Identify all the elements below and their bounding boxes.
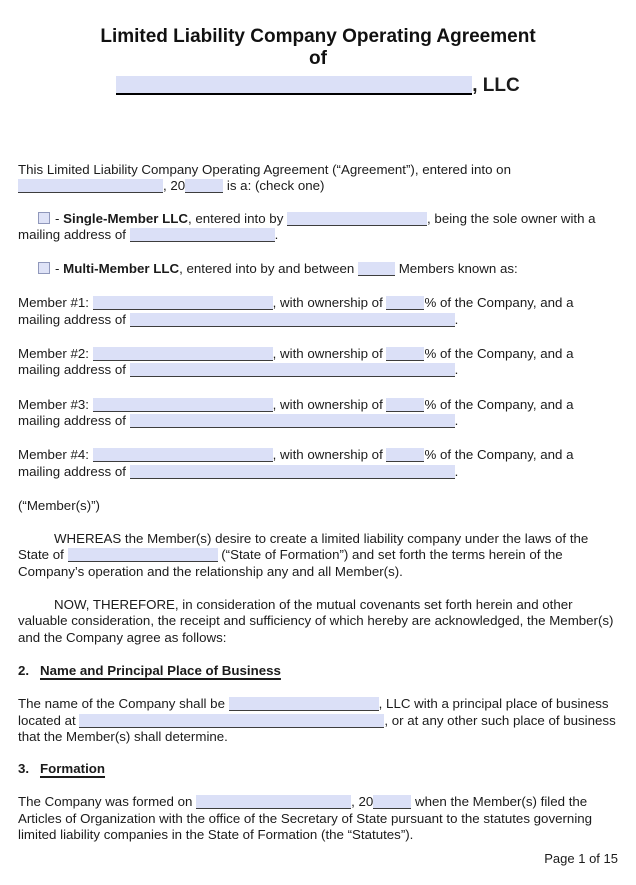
intro-text-check-one: is a: (check one) (223, 178, 325, 194)
state-of-formation-field[interactable] (68, 548, 218, 562)
single-member-checkbox[interactable] (38, 212, 50, 224)
member4-ownership-field[interactable] (386, 448, 424, 462)
document-title: Limited Liability Company Operating Agreement (100, 26, 536, 47)
single-member-text: , entered into by (187, 210, 288, 226)
option-dash: - (55, 261, 64, 277)
member2-name-field[interactable] (93, 347, 273, 361)
member3-name-field[interactable] (93, 398, 273, 412)
formation-year-field[interactable] (373, 795, 411, 809)
members-note: (“Member(s)”) (18, 497, 100, 513)
multi-member-label: Multi-Member LLC (63, 261, 180, 277)
member-ownership-text: , with ownership of (272, 447, 387, 463)
member-row (18, 447, 618, 480)
member-label: Member #2: (18, 346, 93, 362)
member-row (18, 295, 618, 328)
member-label: Member #4: (18, 447, 93, 463)
member-address-text: % of the Company, and a mailing address of (18, 447, 574, 479)
member2-address-field[interactable] (130, 363, 455, 377)
section3-text2: , 20 (351, 794, 374, 810)
single-member-period: . (274, 226, 279, 242)
now-therefore-paragraph: NOW, THEREFORE, in consideration of the mutual covenants set forth herein and other valuable consideration, the receipt and sufficiency of which hereby are acknowledged, the Member(s) and the Company agree as follows: (18, 597, 614, 645)
member-address-text: % of the Company, and a mailing address of (18, 346, 574, 378)
section2-text3: , or at any other such place of business that the Member(s) shall determine. (18, 712, 616, 744)
company-name-field[interactable] (229, 697, 379, 711)
member1-address-field[interactable] (130, 313, 455, 327)
member1-ownership-field[interactable] (386, 296, 424, 310)
section2-title: Name and Principal Place of Business (40, 662, 281, 678)
member2-ownership-field[interactable] (386, 347, 424, 361)
member-period: . (454, 412, 459, 428)
document-title-of: of (309, 48, 327, 69)
member-address-text: % of the Company, and a mailing address of (18, 295, 574, 327)
agreement-year-field[interactable] (185, 179, 223, 193)
company-name-title-field[interactable] (116, 76, 472, 95)
title-llc-suffix: , LLC (472, 75, 520, 96)
member-count-field[interactable] (358, 262, 395, 276)
section2-paragraph (18, 696, 618, 745)
member-address-text: % of the Company, and a mailing address of (18, 396, 574, 428)
member-label: Member #3: (18, 396, 93, 412)
agreement-date-field[interactable] (18, 179, 163, 193)
member-period: . (454, 463, 459, 479)
section2-number: 2. (18, 662, 30, 678)
multi-member-text2: Members known as: (395, 261, 518, 277)
member4-address-field[interactable] (130, 465, 455, 479)
intro-text: This Limited Liability Company Operating Agreement (“Agreement”), entered into on (18, 162, 511, 177)
whereas-text2: (“State of Formation”) and set forth the terms herein of the Company’s operation and the relationship any and all Member(s). (18, 547, 563, 579)
formation-date-field[interactable] (196, 795, 351, 809)
section2-text2: , LLC with a principal place of business located at (18, 696, 609, 728)
principal-address-field[interactable] (79, 714, 384, 728)
single-member-option (18, 211, 618, 244)
option-dash: - (55, 210, 64, 226)
section3-heading (18, 761, 618, 777)
multi-member-option (18, 261, 618, 277)
member3-ownership-field[interactable] (386, 398, 424, 412)
member-ownership-text: , with ownership of (272, 396, 387, 412)
whereas-paragraph (18, 531, 618, 580)
page-number: Page 1 of 15 (544, 851, 618, 866)
section3-paragraph (18, 794, 618, 843)
single-member-text2: , being the sole owner with a mailing address of (18, 210, 596, 242)
member-period: . (454, 362, 459, 378)
section3-text: The Company was formed on (18, 794, 197, 810)
multi-member-text: , entered into by and between (179, 261, 359, 277)
member-ownership-text: , with ownership of (272, 295, 387, 311)
section2-heading (18, 663, 618, 679)
member-row (18, 346, 618, 379)
intro-paragraph (18, 162, 618, 195)
section3-text3: when the Member(s) filed the Articles of Organization with the office of the Secretary of State pursuant to the statutes governing limited liability companies in the State of Formation (the “Statutes”). (18, 794, 593, 843)
section3-title: Formation (40, 761, 106, 777)
whereas-text: WHEREAS the Member(s) desire to create a limited liability company under the laws of the State of (18, 531, 589, 563)
member1-name-field[interactable] (93, 296, 273, 310)
single-member-label: Single-Member LLC (63, 210, 188, 226)
member4-name-field[interactable] (93, 448, 273, 462)
intro-text-20: , 20 (163, 178, 186, 194)
title-company-name-line (18, 74, 618, 98)
single-member-name-field[interactable] (287, 212, 427, 226)
member-ownership-text: , with ownership of (272, 346, 387, 362)
member-row (18, 397, 618, 430)
member-period: . (454, 311, 459, 327)
section3-number: 3. (18, 761, 30, 777)
multi-member-checkbox[interactable] (38, 262, 50, 274)
section2-text: The name of the Company shall be (18, 696, 229, 712)
single-member-address-field[interactable] (130, 228, 275, 242)
member-label: Member #1: (18, 295, 93, 311)
member3-address-field[interactable] (130, 414, 455, 428)
